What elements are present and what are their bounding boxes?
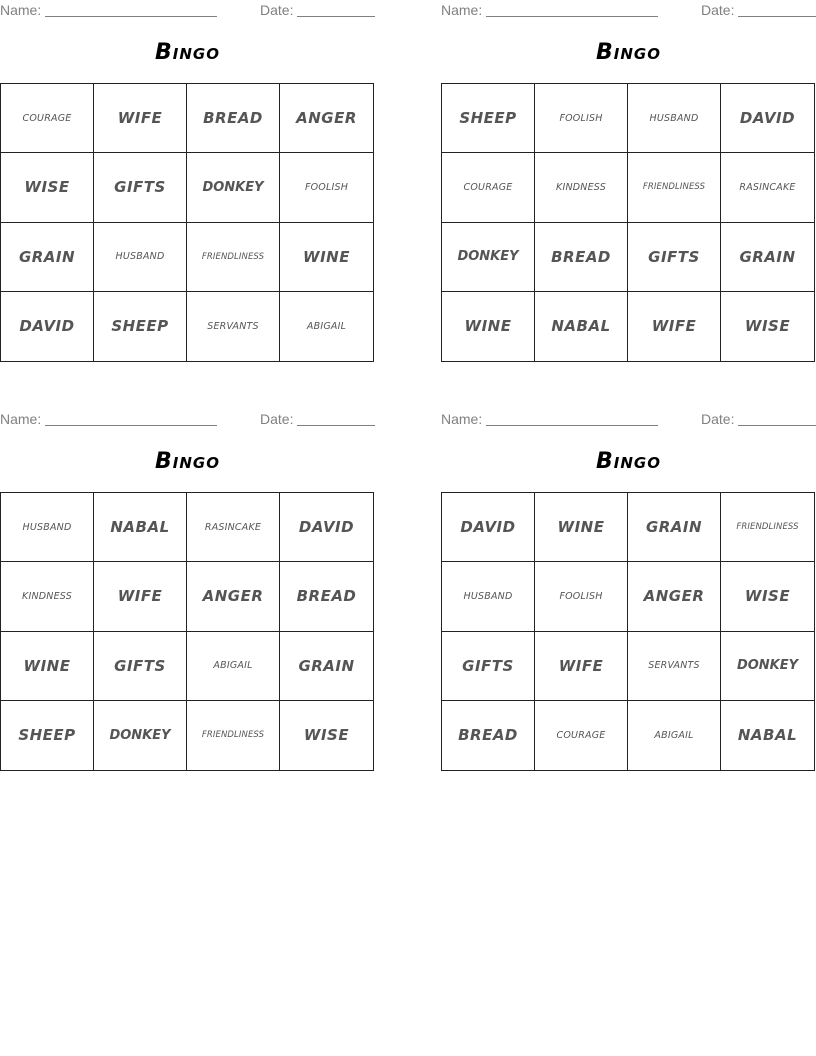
- bingo-cell: GRAIN: [1, 223, 94, 292]
- name-label: Name:: [0, 411, 42, 427]
- bingo-cell: DONKEY: [94, 701, 187, 770]
- bingo-cell: FRIENDLINESS: [628, 153, 721, 222]
- bingo-cell: DAVID: [1, 292, 94, 361]
- bingo-card: [441, 0, 816, 372]
- bingo-cell: WISE: [303, 726, 350, 745]
- bingo-cell: SHEEP: [442, 84, 535, 153]
- bingo-cell: FRIENDLINESS: [187, 223, 280, 292]
- bingo-cell: GRAIN: [280, 632, 373, 701]
- name-label: Name:: [441, 2, 483, 18]
- bingo-cell: ABIGAIL: [306, 320, 347, 332]
- bingo-cell: WIFE: [94, 84, 187, 153]
- bingo-cell: FOOLISH: [280, 153, 373, 222]
- name-blank-line: [45, 425, 217, 426]
- bingo-cell: WIFE: [628, 292, 721, 361]
- bingo-cell: WISE: [721, 562, 814, 631]
- bingo-cell: DAVID: [721, 84, 814, 153]
- name-blank-line: [45, 16, 217, 17]
- bingo-cell: BREAD: [280, 562, 373, 631]
- bingo-cell: WINE: [442, 292, 535, 361]
- bingo-grid: [0, 492, 374, 771]
- bingo-cell: COURAGE: [442, 153, 535, 222]
- bingo-cell: NABAL: [535, 292, 628, 361]
- date-label: Date:: [701, 2, 735, 18]
- name-date-row: [441, 411, 816, 429]
- bingo-cell: BREAD: [187, 84, 280, 153]
- date-blank-line: [738, 425, 816, 426]
- bingo-cell: WINE: [1, 632, 94, 701]
- bingo-cell: GIFTS: [628, 223, 721, 292]
- name-date-row: [0, 411, 375, 429]
- bingo-cell: ABIGAIL: [628, 701, 721, 770]
- bingo-cell: RASINCAKE: [721, 153, 814, 222]
- name-blank-line: [486, 425, 658, 426]
- card-title: Bingo: [155, 40, 220, 65]
- bingo-cell: ANGER: [187, 562, 280, 631]
- bingo-cell: BREAD: [442, 701, 535, 770]
- bingo-cell: DAVID: [442, 493, 535, 562]
- bingo-cell: RASINCAKE: [187, 493, 280, 562]
- bingo-cell: DAVID: [280, 493, 373, 562]
- bingo-cell: WISE: [744, 317, 791, 336]
- bingo-cell: SERVANTS: [187, 292, 280, 361]
- bingo-cell: SERVANTS: [628, 632, 721, 701]
- card-title: Bingo: [596, 40, 661, 65]
- bingo-cell: HUSBAND: [1, 493, 94, 562]
- date-blank-line: [738, 16, 816, 17]
- bingo-cell: ANGER: [280, 84, 373, 153]
- date-blank-line: [297, 425, 375, 426]
- bingo-card: [441, 409, 816, 781]
- bingo-grid: [441, 492, 815, 771]
- bingo-cell: FRIENDLINESS: [721, 493, 814, 562]
- bingo-cell: KINDNESS: [1, 562, 94, 631]
- bingo-cell: WISE: [1, 153, 94, 222]
- bingo-cell: SHEEP: [94, 292, 187, 361]
- bingo-cell: BREAD: [535, 223, 628, 292]
- bingo-cell: DONKEY: [442, 223, 535, 292]
- name-date-row: [441, 2, 816, 20]
- bingo-cell: HUSBAND: [442, 562, 535, 631]
- bingo-card: [0, 409, 375, 781]
- bingo-cell: FOOLISH: [535, 562, 628, 631]
- bingo-cell: GIFTS: [442, 632, 535, 701]
- bingo-cell: DONKEY: [187, 153, 280, 222]
- bingo-cell: ABIGAIL: [187, 632, 280, 701]
- date-blank-line: [297, 16, 375, 17]
- bingo-cell: DONKEY: [721, 632, 814, 701]
- date-label: Date:: [701, 411, 735, 427]
- bingo-grid: [441, 83, 815, 362]
- bingo-cell: COURAGE: [1, 84, 94, 153]
- bingo-cell: NABAL: [94, 493, 187, 562]
- bingo-cell: GRAIN: [721, 223, 814, 292]
- bingo-cell: GIFTS: [94, 632, 187, 701]
- date-label: Date:: [260, 411, 294, 427]
- bingo-cell: HUSBAND: [94, 223, 187, 292]
- date-label: Date:: [260, 2, 294, 18]
- bingo-cell: FRIENDLINESS: [187, 701, 280, 770]
- bingo-cell: WIFE: [535, 632, 628, 701]
- bingo-cell: ANGER: [628, 562, 721, 631]
- card-title: Bingo: [155, 449, 220, 474]
- name-date-row: [0, 2, 375, 20]
- bingo-cell: WINE: [535, 493, 628, 562]
- bingo-cell: COURAGE: [535, 701, 628, 770]
- name-blank-line: [486, 16, 658, 17]
- bingo-cell: WIFE: [94, 562, 187, 631]
- name-label: Name:: [0, 2, 42, 18]
- bingo-cell: SHEEP: [1, 701, 94, 770]
- bingo-card: [0, 0, 375, 372]
- bingo-grid: [0, 83, 374, 362]
- card-title: Bingo: [596, 449, 661, 474]
- bingo-cell: GIFTS: [94, 153, 187, 222]
- bingo-cell: NABAL: [737, 726, 798, 745]
- name-label: Name:: [441, 411, 483, 427]
- bingo-cell: HUSBAND: [628, 84, 721, 153]
- bingo-cell: KINDNESS: [535, 153, 628, 222]
- bingo-cell: GRAIN: [628, 493, 721, 562]
- bingo-cell: WINE: [280, 223, 373, 292]
- bingo-cell: FOOLISH: [535, 84, 628, 153]
